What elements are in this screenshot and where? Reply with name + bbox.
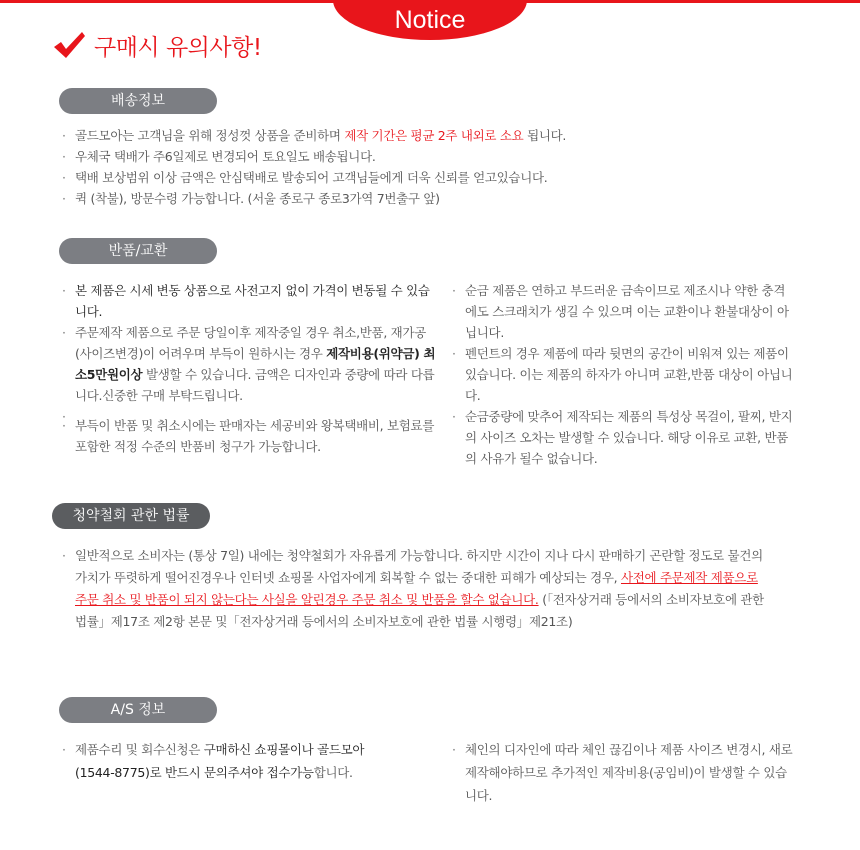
list-item [60, 125, 800, 146]
list-item: · 체인의 디자인에 따라 체인 끊김이나 제품 사이즈 변경시, 새로 제작해야하므로 추가적인 제작비용(공임비)이 발생할 수 있습니다. [450, 738, 795, 807]
checkmark-icon [52, 30, 86, 60]
list-item: · 순금중량에 맞추어 제작되는 제품의 특성상 목걸이, 팔찌, 반지의 사이즈 오차는 발생할 수 있습니다. 해당 이유로 교환, 반품의 사유가 될수 없습니다. [450, 406, 795, 469]
shipping-list [60, 125, 800, 209]
list-item: · 퀵 (착불), 방문수령 가능합니다. (서울 종로구 종로3가역 7번출구 앞) [60, 188, 800, 209]
returns-list-left [60, 280, 440, 457]
returns-list-right [450, 280, 795, 469]
list-item: · 순금 제품은 연하고 부드러운 금속이므로 제조시나 약한 충격에도 스크래치가 생길 수 있으며 이는 교환이나 환불대상이 아닙니다. [450, 280, 795, 343]
list-item-text: (「전자상거래 등에서의 소비자보호에 관한 법률」제17조 제2항 본문 및「전자상거래 등에서의 소비자보호에 관한 법률 시행령」제21조) [75, 592, 764, 629]
no-cancellation-notice: 사전에 주문제작 제품으로 주문 취소 및 반품이 되지 않는다는 사실을 알린경우 주문 취소 및 반품을 할수 없습니다. [75, 570, 758, 607]
list-item-text: 발생할 수 있습니다. 금액은 디자인과 중량에 따라 다릅니다.신중한 구매 부탁드립니다. [75, 367, 435, 403]
list-item-text: 골드모아는 고객님을 위해 정성껏 상품을 준비하며 [75, 128, 345, 143]
page-title [52, 28, 262, 62]
list-item [60, 545, 765, 633]
list-item [60, 322, 440, 406]
law-section-header: 청약철회 관한 법률 [52, 503, 210, 529]
notice-tab: Notice [333, 0, 527, 40]
list-item: · 펜던트의 경우 제품에 따라 뒷면의 공간이 비워져 있는 제품이 있습니다. 이는 제품의 하자가 아니며 교환,반품 대상이 아닙니다. [450, 343, 795, 406]
spacer [60, 406, 440, 415]
list-item-text: 됩니다. [523, 128, 567, 143]
list-item-text: 일반적으로 소비자는 (통상 7일) 내에는 청약철회가 자유롭게 가능합니다. 하지만 시간이 지나 다시 판매하기 곤란할 정도로 물건의 가치가 뚜렷하게 떨어진경우나 인터넷 쇼핑몰 사업자에게 회복할 수 없는 중대한 피해가 예상되는 경우, [75, 548, 763, 585]
list-item-text: 합니다. [313, 765, 353, 780]
list-item: · 택배 보상범위 이상 금액은 안심택배로 발송되어 고객님들에게 더욱 신뢰를 얻고있습니다. [60, 167, 800, 188]
contact-highlight: 구매하신 쇼핑몰이나 골드모아(1544-8775)로 반드시 문의주셔야 접수가능 [75, 742, 365, 780]
page-title-text: 구매시 유의사항! [94, 34, 262, 61]
as-section-header: A/S 정보 [59, 697, 217, 723]
returns-section-header: 반품/교환 [59, 238, 217, 264]
list-item: · 부득이 반품 및 취소시에는 판매자는 세공비와 왕복택배비, 보험료를 포함한 적정 수준의 반품비 청구가 가능합니다. [60, 415, 440, 457]
list-item-text: 주문제작 제품으로 주문 당일이후 제작중일 경우 취소,반품, 재가공(사이즈변경)이 어려우며 부득이 원하시는 경우 [75, 325, 426, 361]
list-item [60, 738, 365, 784]
list-item-text: 제품수리 및 회수신청은 [75, 742, 204, 757]
shipping-section-header: 배송정보 [59, 88, 217, 114]
law-list [60, 545, 765, 633]
as-list-right [450, 738, 795, 807]
list-item: · 본 제품은 시세 변동 상품으로 사전고지 없이 가격이 변동될 수 있습니다. [60, 280, 440, 322]
production-period-highlight: 제작 기간은 평균 2주 내외로 소요 [344, 128, 524, 143]
penalty-highlight: 제작비용(위약금) 최소5만원이상 [75, 346, 436, 382]
as-list-left [60, 738, 365, 784]
list-item: · 우체국 택배가 주6일제로 변경되어 토요일도 배송됩니다. [60, 146, 800, 167]
